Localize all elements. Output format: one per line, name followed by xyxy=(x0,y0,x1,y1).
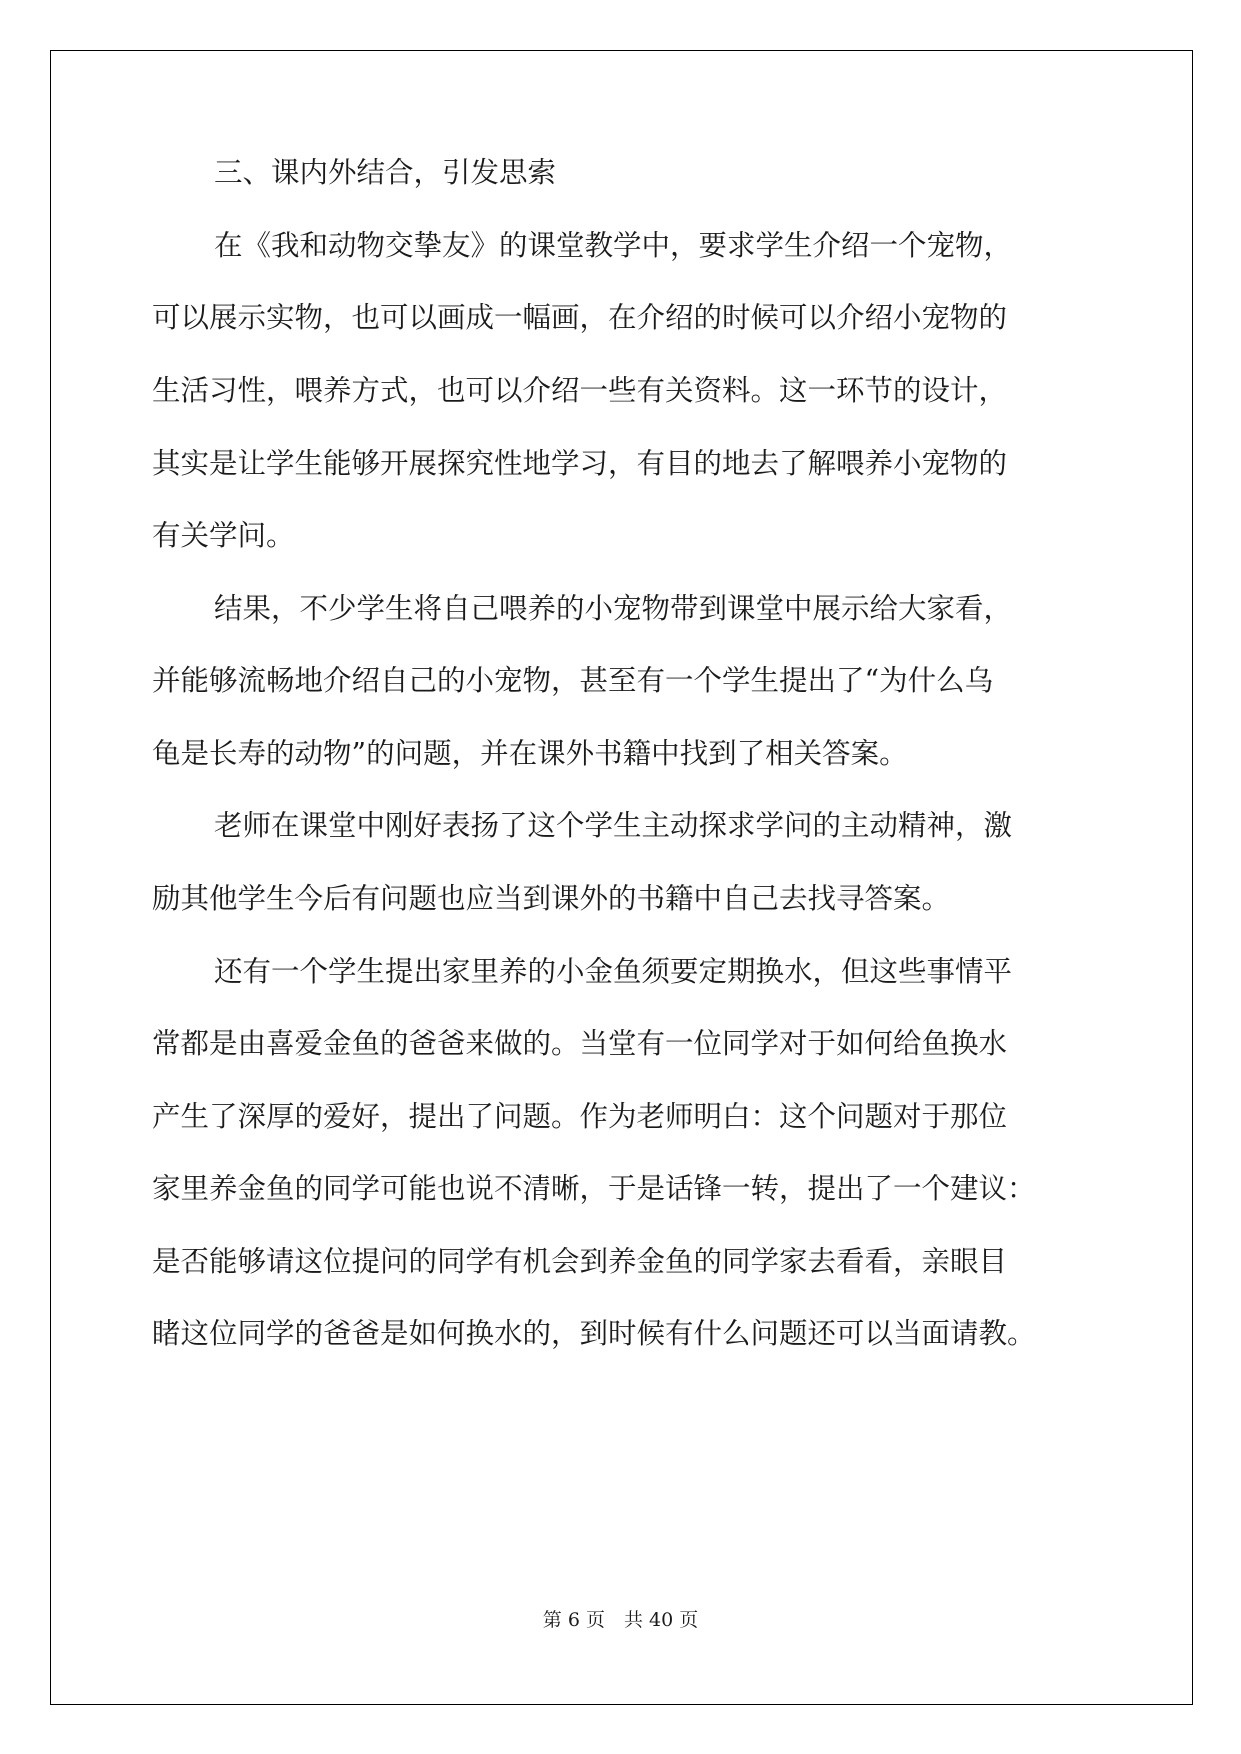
text-line: 有关学问。 xyxy=(152,519,295,552)
text-line: 常都是由喜爱金鱼的爸爸来做的。当堂有一位同学对于如何给鱼换水 xyxy=(152,1027,1008,1060)
text-line: 其实是让学生能够开展探究性地学习，有目的地去了解喂养小宠物的 xyxy=(152,447,1008,480)
text-line: 家里养金鱼的同学可能也说不清晰，于是话锋一转，提出了一个建议： xyxy=(152,1172,1036,1205)
text-line: 产生了深厚的爱好，提出了问题。作为老师明白：这个问题对于那位 xyxy=(152,1100,1008,1133)
text-line: 可以展示实物，也可以画成一幅画，在介绍的时候可以介绍小宠物的 xyxy=(152,301,1008,334)
section-heading: 三、课内外结合，引发思索 xyxy=(214,156,557,189)
text-line: 在《我和动物交挚友》的课堂教学中，要求学生介绍一个宠物， xyxy=(214,229,1013,262)
page-number-footer: 第 6 页 共 40 页 xyxy=(542,1609,699,1631)
text-line: 睹这位同学的爸爸是如何换水的，到时候有什么问题还可以当面请教。 xyxy=(152,1317,1036,1350)
text-line: 是否能够请这位提问的同学有机会到养金鱼的同学家去看看，亲眼目 xyxy=(152,1245,1008,1278)
text-line: 并能够流畅地介绍自己的小宠物，甚至有一个学生提出了“为什么乌 xyxy=(152,664,994,697)
text-line: 生活习性，喂养方式，也可以介绍一些有关资料。这一环节的设计， xyxy=(152,374,1008,407)
text-line: 励其他学生今后有问题也应当到课外的书籍中自己去找寻答案。 xyxy=(152,882,951,915)
text-line: 结果，不少学生将自己喂养的小宠物带到课堂中展示给大家看， xyxy=(214,592,1013,625)
text-line: 老师在课堂中刚好表扬了这个学生主动探求学问的主动精神，激 xyxy=(214,809,1013,842)
text-line: 龟是长寿的动物”的问题，并在课外书籍中找到了相关答案。 xyxy=(152,737,908,770)
text-line: 还有一个学生提出家里养的小金鱼须要定期换水，但这些事情平 xyxy=(214,955,1013,988)
